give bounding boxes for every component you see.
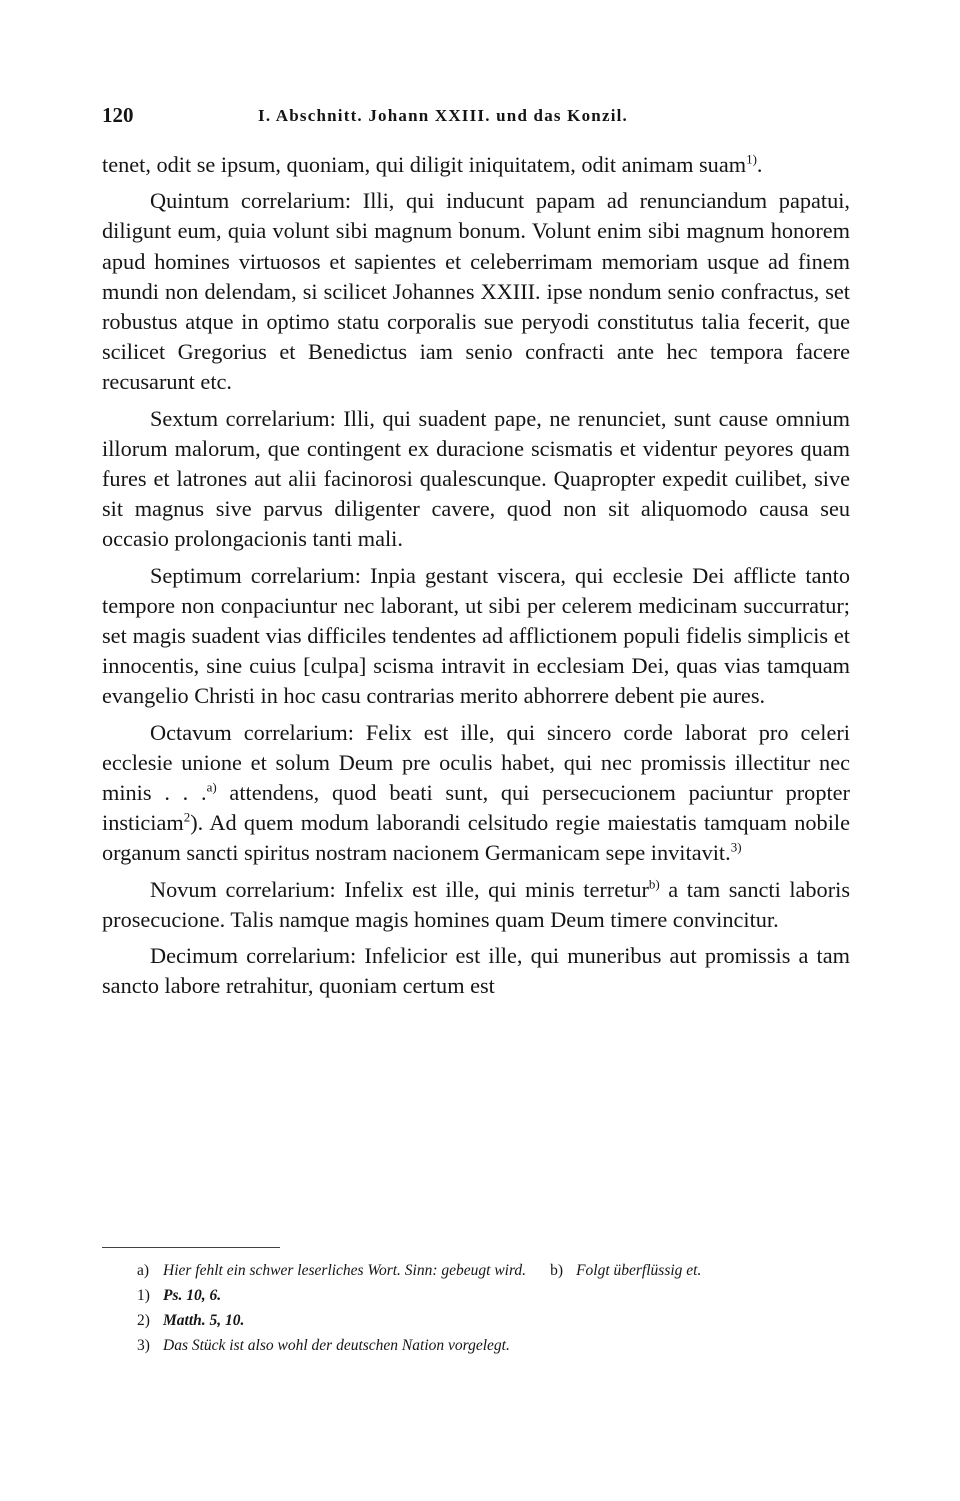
paragraph-quintum: Quintum correlarium: Illi, qui inducunt papam ad renunciandum papatui, diligunt eum, quia volunt sibi magnum bonum. Volunt enim sibi magnum honorem apud homines virtuosos et sapientes et celeberrimam memoriam usque ad finem mundi non delendam, si scilicet Johannes XXIII. ipse nondum senio confractus, set robustus atque in optimo statu corporalis sue peryodi constitutus talia fecerit, que scilicet Gregorius et Benedictus iam senio confracti ante hec tempora facere recusarunt etc. [102, 188, 850, 395]
footnote-marker-1: 1) [137, 1287, 150, 1304]
page-number: 120 [102, 103, 134, 127]
footnote-1-text: Ps. 10, 6. [163, 1287, 222, 1304]
footnote-row-ab [137, 1258, 852, 1283]
paragraph-sextum: Sextum correlarium: Illi, qui suadent pape, ne renunciet, sunt cause omnium illorum malorum, que contingent ex duracione scismatis et videntur peyores quam fures et latrones aut alii facinorosi qualescunque. Quapropter expedit cuilibet, sive sit magnus sive parvus diligenter cavere, quod non sit aliquomodo causa seu occasio prolongacionis tanti mali. [102, 405, 850, 552]
footnote-ref-a: a) [206, 779, 217, 795]
footnote-marker-3: 3) [137, 1337, 150, 1354]
paragraph-novum: Novum correlarium: Infelix est ille, qui minis terretur$^{b)}$ a tam sancti laboris prosecucione. Talis namque magis homines quam Deum timere convincitur. [102, 876, 851, 932]
paragraph-octavum: Octavum correlarium: Felix est ille, qui sincero corde laborat pro celeri ecclesie unione et solum Deum pre oculis habet, qui nec promissis illectitur nec minis . . .$^{a)}$ attendens, quod beati sunt, qui persecucionem paciuntur propter insticiam$^2$). Ad quem modum laborandi celsitudo regie maiestatis tamquam nobile organum sancti spiritus nostram nacionem Germanicam sepe invitavit.$^{3)}$ [102, 719, 850, 866]
footnote-row-2 [137, 1308, 852, 1333]
footnote-ref-2: 2 [183, 809, 191, 825]
footnote-row-1 [137, 1283, 852, 1308]
footnote-divider [102, 1247, 280, 1248]
footnote-ref-b: b) [648, 876, 660, 892]
footnote-3-text: Das Stück ist also wohl der deutschen Nation vorgelegt. [163, 1337, 510, 1354]
footnote-ref-3: 3) [730, 840, 742, 856]
footnote-a-text: Hier fehlt ein schwer leserliches Wort. Sinn: gebeugt wird. [163, 1262, 527, 1279]
paragraph-decimum: Decimum correlarium: Infelicior est ille, qui muneribus aut promissis a tam sancto labore retrahitur, quoniam certum est [102, 943, 850, 999]
main-text [102, 150, 850, 1007]
footnotes [137, 1258, 852, 1358]
footnote-marker-b: b) [550, 1262, 563, 1279]
footnote-row-3 [137, 1333, 852, 1358]
footnote-marker-2: 2) [137, 1312, 150, 1329]
running-head: I. Abschnitt. Johann XXIII. und das Konzil. [258, 106, 628, 125]
footnote-marker-a: a) [137, 1262, 150, 1279]
paragraph-continuation: tenet, odit se ipsum, quoniam, qui diligit iniquitatem, odit animam suam$^{1)}$. [102, 151, 763, 177]
footnote-2-text: Matth. 5, 10. [163, 1312, 245, 1329]
paragraph-septimum: Septimum correlarium: Inpia gestant viscera, qui ecclesie Dei afflicte tanto tempore non conpaciuntur nec laborant, ut sibi per celerem medicinam succurratur; set magis suadent vias difficiles tendentes ad afflictionem populi fidelis simplicis et innocentis, sine cuius [culpa] scisma intravit in ecclesiam Dei, quas vias tamquam evangelio Christi in hoc casu contrarias merito abhorrere debent pie aures. [102, 562, 850, 709]
footnote-b-text: Folgt überflüssig et. [576, 1262, 702, 1279]
footnote-ref-1: 1) [746, 151, 757, 167]
